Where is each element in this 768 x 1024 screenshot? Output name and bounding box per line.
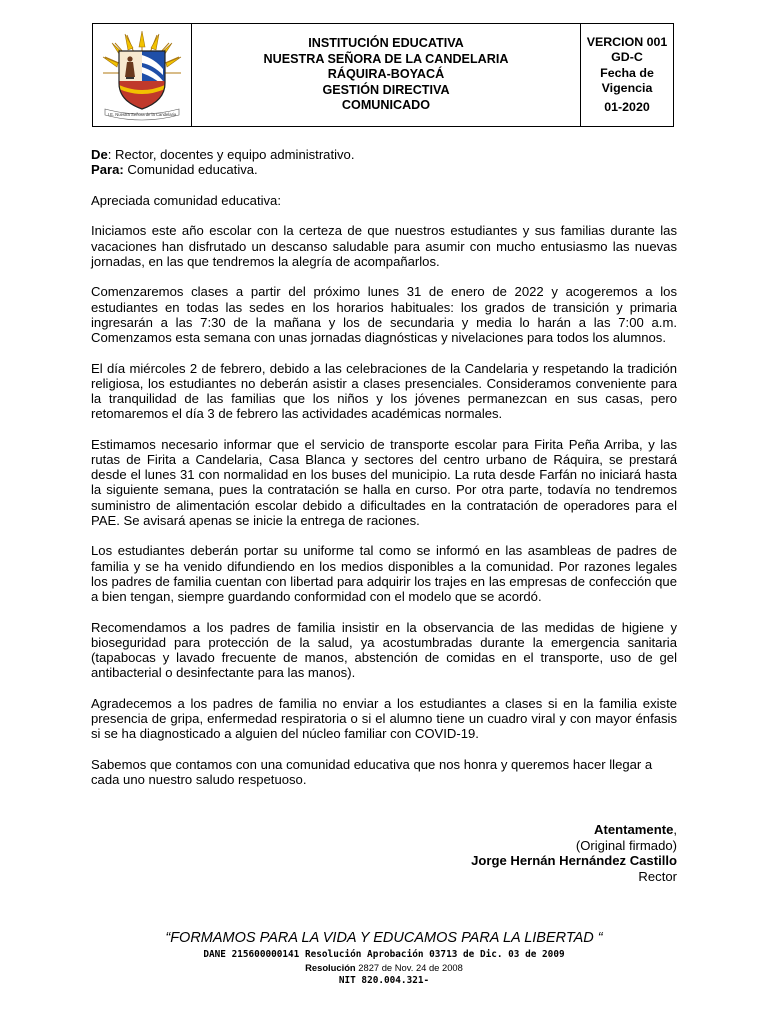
version-block (581, 24, 674, 127)
closing-line (471, 822, 677, 838)
header-title-block (192, 24, 581, 127)
greeting: Apreciada comunidad educativa: (91, 192, 281, 208)
paragraph-intro: Iniciamos este año escolar con la certeza de que nuestros estudiantes y sus familias durante las vacaciones han disfrutado un descanso saludable para asumir con mucho entusiasmo las nuevas jornadas, en las que tendremos la alegría de acompañarlos. (91, 223, 677, 269)
paragraph-covid: Agradecemos a los padres de familia no enviar a los estudiantes a clases si en la familia existe presencia de gripa, enfermedad respiratoria o si el alumno tiene un cuadro viral y con mayor énfasis si se ha diagnosticado a alguien del núcleo familiar con COVID-19. (91, 695, 677, 742)
resolution-line (0, 962, 768, 976)
to-text: Comunidad educativa. (123, 162, 258, 178)
paragraph-biosecurity: Recomendamos a los padres de familia insistir en la observancia de las medidas de higiene y bioseguridad para protección de la salud, ya acostumbradas durante la emergencia sanitaria (tapabocas y lavado frecuente de manos, abstención de comidas en el transporte, uso de gel antibacterial o desinfectante para las manos). (91, 619, 677, 681)
signature-block (471, 822, 677, 884)
resolution-text: 2827 de Nov. 24 de 2008 (355, 961, 463, 973)
institution-location: RÁQUIRA-BOYACÁ (327, 67, 445, 82)
signer-role: Rector (638, 868, 677, 884)
nit-line: NIT 820.004.321- (338, 975, 430, 986)
resolution-label: Resolución (305, 961, 356, 973)
logo-cell (93, 24, 192, 127)
closing-punct: , (673, 822, 677, 837)
from-text: : Rector, docentes y equipo administrativo. (107, 147, 355, 162)
validity-label-2: Vigencia (601, 81, 653, 96)
paragraph-start-classes: Comenzaremos clases a partir del próximo lunes 31 de enero de 2022 y acogeremos a los estudiantes en todas las sedes en los horarios habituales: los grados de transición y primaria ingresarán a las 7:30 de la mañana y los de secundaria y media lo harán a las 7:00 a.m. Comenzamos esta semana con unas jornadas diagnósticas y nivelaciones para todos los alumnos. (91, 284, 677, 345)
signed-note: (Original firmado) (575, 837, 677, 853)
paragraph-uniform: Los estudiantes deberán portar su uniforme tal como se informó en las asambleas de padres de familia y se ha venido difundiendo en los medios disponibles a la comunidad. Por razones legales los padres de familia cuentan con libertad para adquirir los trajes en las empresas de confección que a bien tengan, siempre guardando conformidad con el modelo que se acordó. (91, 543, 677, 605)
institution-name: NUESTRA SEÑORA DE LA CANDELARIA (263, 51, 509, 66)
from-label: De (91, 147, 108, 162)
validity-label-1: Fecha de (600, 65, 654, 80)
document-type: COMUNICADO (341, 98, 431, 113)
signer-name: Jorge Hernán Hernández Castillo (471, 853, 677, 869)
document-code: GD-C (611, 50, 643, 65)
closing-word: Atentamente (594, 822, 674, 837)
version-number: VERCION 001 (586, 34, 668, 49)
paragraph-candelaria-holiday: El día miércoles 2 de febrero, debido a las celebraciones de la Candelaria y respetando la tradición religiosa, los estudiantes no deberán asistir a clases presenciales. Consideramos conveniente para la tranquilidad de las familias que los niños y los jóvenes permanezcan en sus casas, pero retomaremos el día 3 de febrero las actividades académicas normales. (91, 360, 677, 422)
department-name: GESTIÓN DIRECTIVA (322, 82, 450, 97)
institution-label: INSTITUCIÓN EDUCATIVA (308, 36, 464, 51)
dane-line: DANE 215600000141 Resolución Aprobación 03713 de Dic. 03 de 2009 (203, 949, 565, 960)
from-line (91, 147, 677, 162)
paragraph-transport: Estimamos necesario informar que el servicio de transporte escolar para Firita Peña Arriba, y las rutas de Firita a Candelaria, Casa Blanca y sectores del centro urbano de Ráquira, se prestará desde el lunes 31 con normalidad en los buses del municipio. La ruta desde Farfán no iniciará hasta la siguiente semana, pues la contratación se halla en curso. Por otra parte, todavía no tendremos suministro de alimentación escolar debido a dificultades en la contratación de operadores para el PAE. Se avisará apenas se inicie la entrega de raciones. (91, 436, 677, 528)
school-logo (97, 25, 187, 121)
validity-date: 01-2020 (604, 99, 650, 114)
paragraph-closing: Sabemos que contamos con una comunidad educativa que nos honra y queremos hacer llegar a cada uno nuestro saludo respetuoso. (91, 756, 653, 788)
document-footer (0, 930, 768, 988)
document-header (92, 23, 674, 127)
school-motto: “FORMAMOS PARA LA VIDA Y EDUCAMOS PARA LA LIBERTAD “ (165, 930, 603, 946)
letter-body (91, 147, 677, 803)
to-label: Para: (91, 162, 124, 178)
to-line (91, 162, 677, 177)
logo-banner-text: I.E. Nuestra Señora de la Candelaria (107, 111, 177, 117)
